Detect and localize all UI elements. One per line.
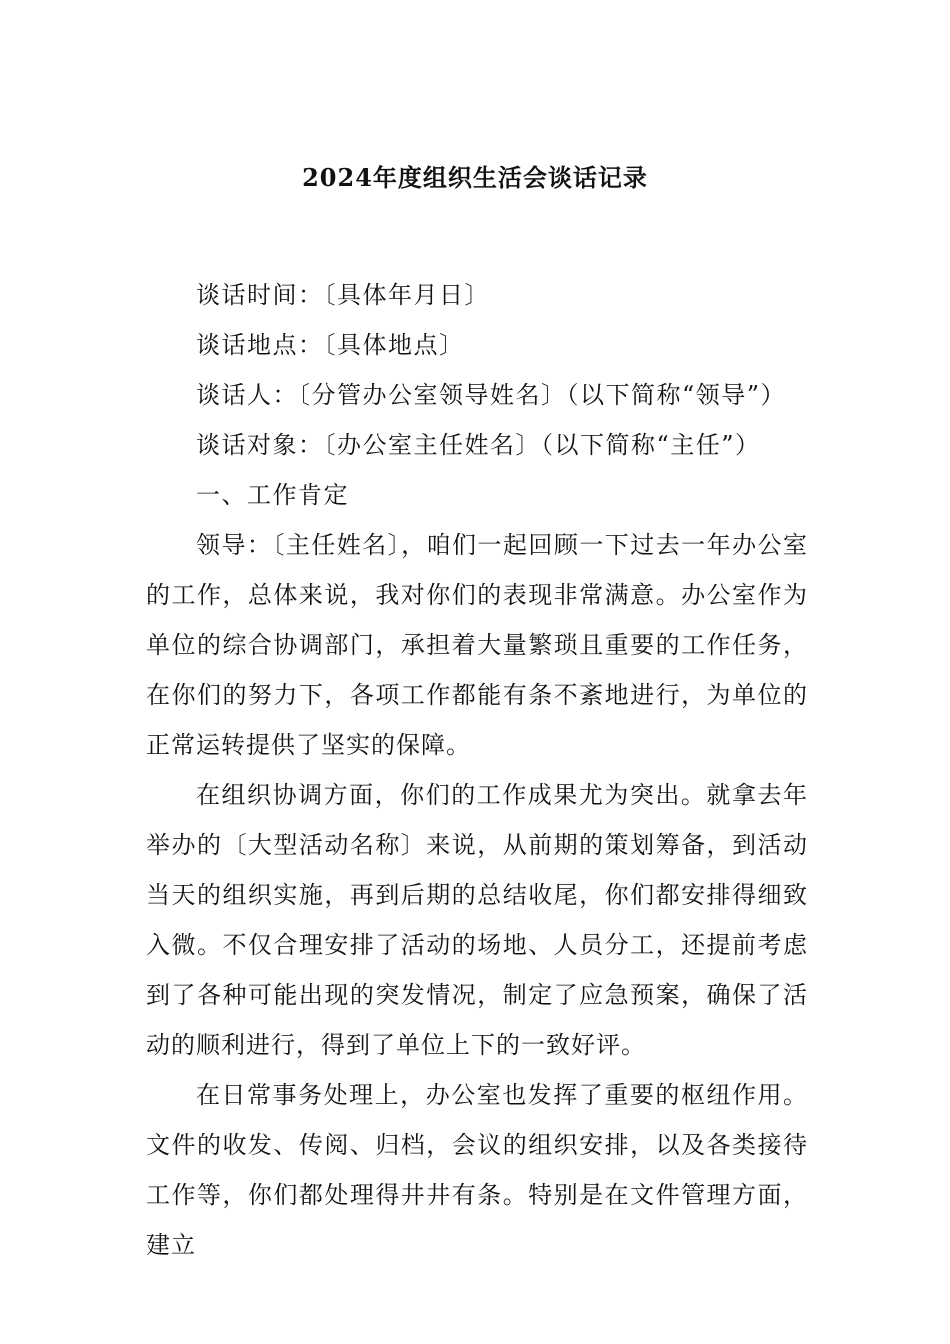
- document-body: [146, 270, 808, 1270]
- paragraph-overview: 领导：〔主任姓名〕，咱们一起回顾一下过去一年办公室的工作，总体来说，我对你们的表现非常满意。办公室作为单位的综合协调部门，承担着大量繁琐且重要的工作任务，在你们的努力下，各项工作都能有条不紊地进行，为单位的正常运转提供了坚实的保障。: [146, 531, 808, 759]
- talk-speaker: 谈话人：〔分管办公室领导姓名〕（以下简称“领导”）: [196, 381, 787, 409]
- paragraph-coordination: 在组织协调方面，你们的工作成果尤为突出。就拿去年举办的〔大型活动名称〕来说，从前期的策划筹备，到活动当天的组织实施，再到后期的总结收尾，你们都安排得细致入微。不仅合理安排了活动的场地、人员分工，还提前考虑到了各种可能出现的突发情况，制定了应急预案，确保了活动的顺利进行，得到了单位上下的一致好评。: [146, 781, 808, 1059]
- document-title: 2024年度组织生活会谈话记录: [302, 163, 648, 192]
- talk-subject: 谈话对象：〔办公室主任姓名〕（以下简称“主任”）: [196, 431, 761, 459]
- talk-time: 谈话时间：〔具体年月日〕: [196, 281, 490, 309]
- paragraph-daily-affairs: 在日常事务处理上，办公室也发挥了重要的枢纽作用。文件的收发、传阅、归档，会议的组织安排，以及各类接待工作等，你们都处理得井井有条。特别是在文件管理方面，建立: [146, 1081, 808, 1259]
- section-heading-work-affirmation: 一、工作肯定: [196, 481, 349, 509]
- talk-place: 谈话地点：〔具体地点〕: [196, 331, 465, 359]
